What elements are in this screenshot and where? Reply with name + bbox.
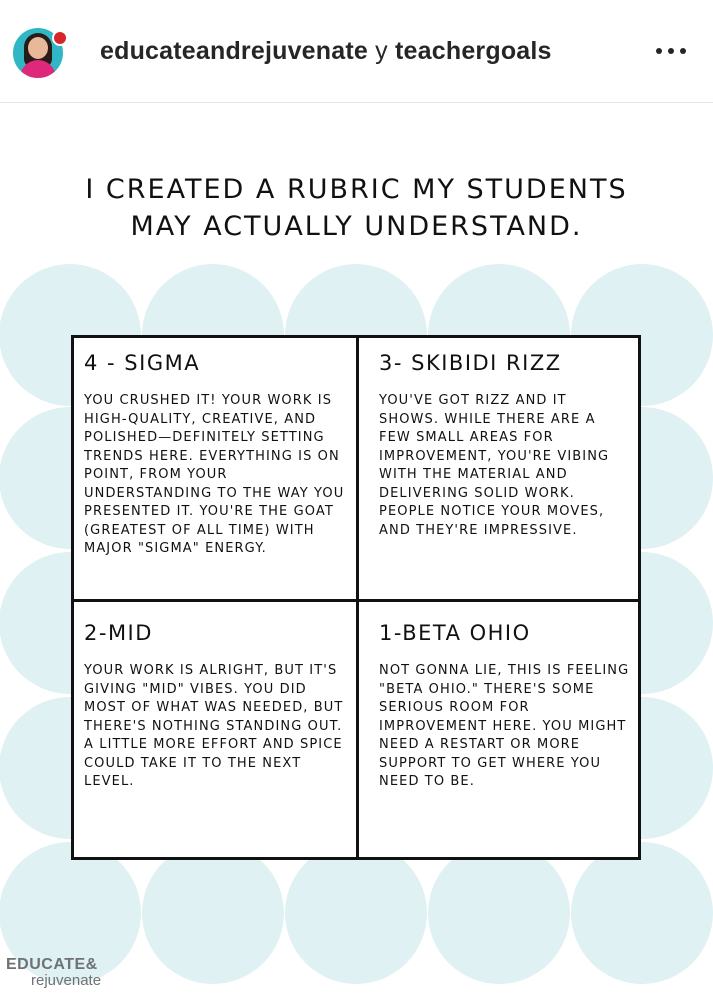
rubric-cell-mid [84, 621, 349, 792]
rubric-cell-skibidi-rizz [379, 351, 629, 540]
rubric-description: YOU CRUSHED IT! YOUR WORK IS HIGH-QUALITY, CREATIVE, AND POLISHED—DEFINITELY SETTING TRENDS HERE. EVERYTHING IS ON POINT, FROM YOUR UNDERSTANDING TO THE WAY YOU PRESENTED IT. YOU'RE THE GOAT (GREATEST OF ALL TIME) WITH MAJOR "SIGMA" ENERGY. [84, 393, 345, 556]
avatar-face [28, 37, 48, 59]
logo-line-1: EDUCATE& [6, 956, 98, 973]
rubric-description: YOU'VE GOT RIZZ AND IT SHOWS. WHILE THERE ARE A FEW SMALL AREAS FOR IMPROVEMENT, YOU'RE VIBING WITH THE MATERIAL AND DELIVERING SOLID WORK. PEOPLE NOTICE YOUR MOVES, AND THEY'RE IMPRESSIVE. [379, 393, 610, 538]
rubric-description: NOT GONNA LIE, THIS IS FEELING "BETA OHIO." THERE'S SOME SERIOUS ROOM FOR IMPROVEMENT HERE. YOU MIGHT NEED A RESTART OR MORE SUPPORT TO GET WHERE YOU NEED TO BE. [379, 663, 630, 789]
brand-logo [6, 956, 101, 988]
rubric-grid [71, 335, 641, 860]
rubric-cell-beta-ohio [379, 621, 634, 792]
rubric-heading: 1-BETA OHIO [379, 621, 531, 645]
background-circle [428, 842, 570, 984]
post-image [0, 103, 713, 1000]
apple-badge-icon [52, 30, 68, 46]
dot [680, 48, 686, 54]
rubric-heading: 4 - SIGMA [84, 351, 201, 375]
username-secondary[interactable]: teachergoals [395, 37, 552, 65]
rubric-heading: 3- SKIBIDI RIZZ [379, 351, 562, 375]
rubric-cell-sigma [84, 351, 349, 559]
dot [668, 48, 674, 54]
username-primary[interactable]: educateandrejuvenate [100, 37, 368, 65]
more-options-icon[interactable] [654, 46, 688, 56]
logo-line-2: rejuvenate [31, 972, 102, 989]
post-authors [100, 37, 552, 66]
post-title [0, 171, 713, 245]
background-circle [285, 842, 427, 984]
rubric-heading: 2-MID [84, 621, 153, 645]
background-circle [571, 842, 713, 984]
background-circle [142, 842, 284, 984]
grid-divider-vertical [356, 338, 359, 857]
rubric-description: YOUR WORK IS ALRIGHT, BUT IT'S GIVING "MID" VIBES. YOU DID MOST OF WHAT WAS NEEDED, BUT THERE'S NOTHING STANDING OUT. A LITTLE MORE EFFORT AND SPICE COULD TAKE IT TO THE NEXT LEVEL. [84, 663, 344, 789]
title-line-1: I CREATED A RUBRIC MY STUDENTS [85, 174, 628, 205]
author-conjunction: y [375, 37, 388, 65]
title-line-2: MAY ACTUALLY UNDERSTAND. [130, 211, 583, 242]
post-header [0, 0, 713, 103]
grid-divider-horizontal [74, 599, 638, 602]
dot [656, 48, 662, 54]
